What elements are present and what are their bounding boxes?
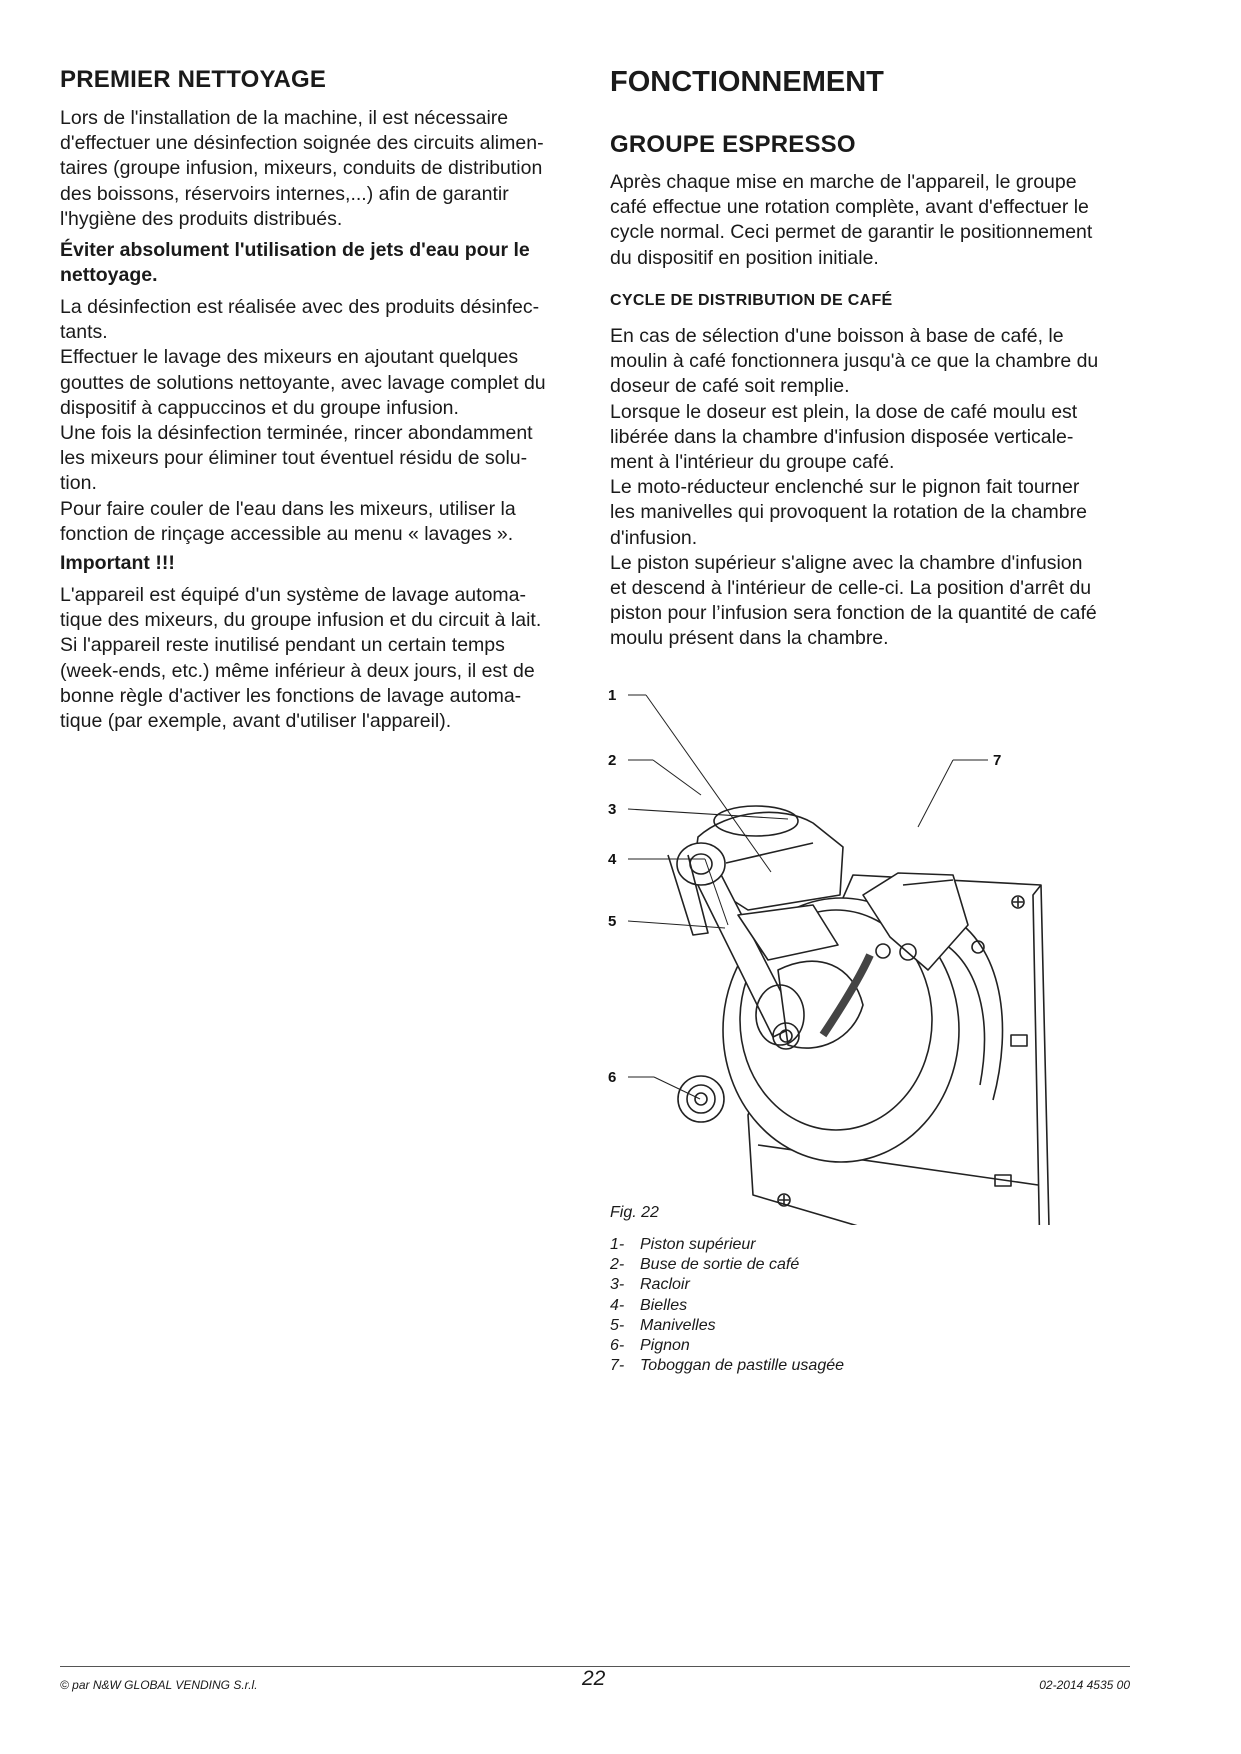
- legend-text: Buse de sortie de café: [640, 1256, 800, 1274]
- legend-number: 3-: [610, 1276, 625, 1294]
- page-number: 22: [582, 1667, 606, 1690]
- subheading-groupe-espresso: GROUPE ESPRESSO: [610, 131, 856, 158]
- espresso-group-figure: [608, 680, 1078, 1225]
- document-code: 02-2014 4535 00: [1039, 1678, 1130, 1692]
- espresso-group-illustration: [608, 680, 1078, 1225]
- callout-5: 5: [608, 913, 617, 930]
- footer-copyright: © par N&W GLOBAL VENDING S.r.l.: [60, 1678, 258, 1692]
- paragraph-rotation: Après chaque mise en marche de l'appareil, le groupe café effectue une rotation complète, avant d'effectuer le cycle normal. Ceci permet de garantir le positionnement du dispositif en position initiale.: [610, 171, 1093, 269]
- legend-text: Manivelles: [640, 1316, 716, 1334]
- legend-item: [610, 1356, 844, 1376]
- paragraph-installation: Lors de l'installation de la machine, il est nécessaire d'effectuer une désinfection soignée des circuits alimen- taires (groupe infusion, mixeurs, conduits de distribution des boissons, réservoirs internes,...) afin de garantir l'hygiène des produits distribués.: [60, 107, 544, 230]
- paragraph-cycle: En cas de sélection d'une boisson à base de café, le moulin à café fonctionnera jusqu'à ce que la chambre du doseur de café soit remplie. Lorsque le doseur est plein, la dose de café moulu est libérée dans la chambre d'infusion disposée verticale- ment à l'intérieur du groupe café. Le moto-réducteur enclenché sur le pignon fait tourner les manivelles qui provoquent la rotation de la chambre d'infusion. Le piston supérieur s'aligne avec la chambre d'infusion et descend à l'intérieur de celle-ci. La position d'arrêt du piston pour l’infusion sera fonction de la quantité de café moulu présent dans la chambre.: [610, 325, 1099, 650]
- legend-item: [610, 1255, 844, 1275]
- important-label: Important !!!: [60, 552, 175, 574]
- callout-1: 1: [608, 687, 617, 704]
- legend-text: Piston supérieur: [640, 1236, 756, 1253]
- callout-6: 6: [608, 1069, 617, 1086]
- paragraph-lavage-automatique: L'appareil est équipé d'un système de lavage automa- tique des mixeurs, du groupe infusion et du circuit à lait. Si l'appareil reste inutilisé pendant un certain temps (week-ends, etc.) même inférieur à deux jours, il est de bonne règle d'activer les fonctions de lavage automa- tique (par exemple, avant d'utiliser l'appareil).: [60, 584, 542, 733]
- legend-text: Pignon: [640, 1337, 690, 1355]
- figure-legend: [610, 1235, 844, 1376]
- callout-3: 3: [608, 801, 617, 818]
- legend-text: Toboggan de pastille usagée: [640, 1357, 845, 1375]
- legend-text: Bielles: [640, 1296, 688, 1314]
- legend-item: [610, 1316, 844, 1336]
- callout-4: 4: [608, 851, 617, 868]
- legend-item: [610, 1235, 844, 1255]
- legend-number: 4-: [610, 1296, 625, 1314]
- legend-number: 1-: [610, 1236, 625, 1253]
- legend-text: Racloir: [640, 1276, 690, 1294]
- legend-item: [610, 1275, 844, 1295]
- legend-number: 7-: [610, 1357, 625, 1375]
- legend-number: 5-: [610, 1316, 625, 1334]
- legend-item: [610, 1336, 844, 1356]
- callout-2: 2: [608, 752, 617, 769]
- legend-number: 6-: [610, 1337, 625, 1355]
- section-heading-cycle: CYCLE DE DISTRIBUTION DE CAFÉ: [610, 292, 893, 309]
- figure-caption: Fig. 22: [610, 1204, 659, 1221]
- callout-7: 7: [993, 752, 1002, 769]
- page-title: FONCTIONNEMENT: [610, 66, 884, 98]
- legend-item: [610, 1296, 844, 1316]
- section-heading-premier-nettoyage: PREMIER NETTOYAGE: [60, 66, 327, 93]
- legend-number: 2-: [610, 1256, 625, 1274]
- warning-paragraph: Éviter absolument l'utilisation de jets d'eau pour le nettoyage.: [60, 239, 530, 287]
- paragraph-desinfection: La désinfection est réalisée avec des produits désinfec- tants. Effectuer le lavage des mixeurs en ajoutant quelques gouttes de solutions nettoyante, avec lavage complet du dispositif à cappuccinos et du groupe infusion. Une fois la désinfection terminée, rincer abondamment les mixeurs pour éliminer tout éventuel résidu de solu- tion. Pour faire couler de l'eau dans les mixeurs, utiliser la fonction de rinçage accessible au menu « lavages ».: [60, 296, 546, 545]
